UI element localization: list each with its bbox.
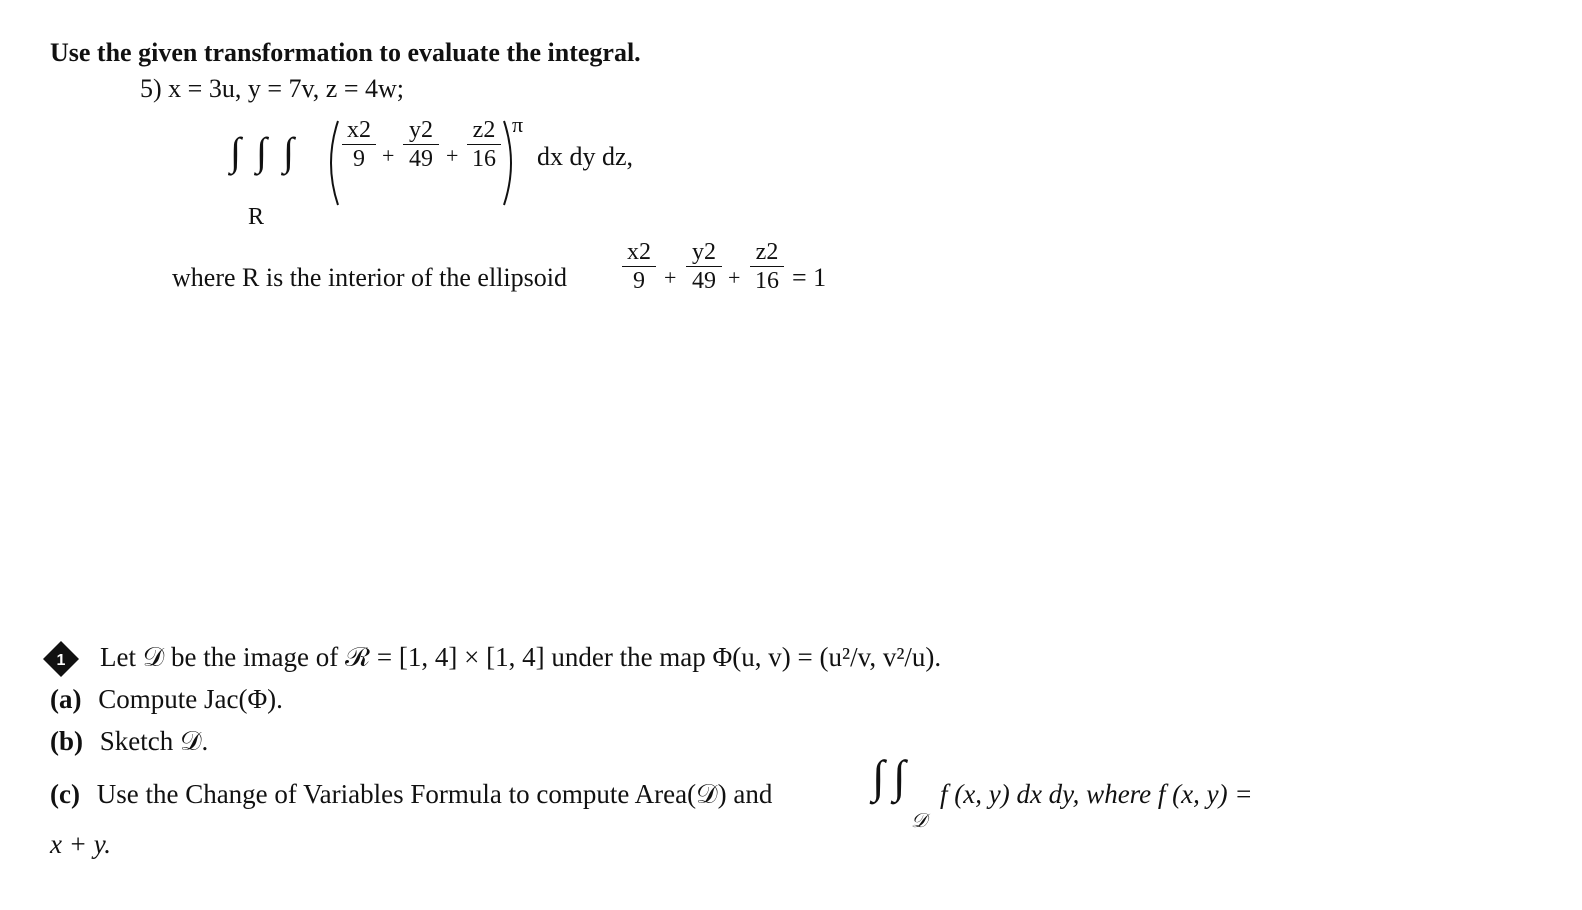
frac-denominator: 49 [409, 146, 433, 172]
ellipsoid-fraction-x [622, 240, 656, 293]
part-c [50, 779, 772, 811]
plus-sign: + [728, 265, 741, 290]
integrand-fraction-x [342, 118, 376, 171]
problem-badge-icon [42, 640, 80, 678]
frac-numerator: x2 [347, 117, 371, 143]
integral-sign-3: ∫ [283, 129, 294, 174]
map-problem-intro: Let 𝒟 be the image of ℛ = [1, 4] × [1, 4] under the map Φ(u, v) = (u²/v, v²/u). [100, 642, 942, 672]
plus-sign: + [382, 143, 395, 168]
integrand-fraction-z [467, 118, 501, 171]
part-c-continuation: x + y. [50, 829, 111, 859]
ellipsoid-fraction-z [750, 240, 784, 293]
badge-label: 1 [56, 652, 66, 669]
part-b-label: (b) [50, 726, 83, 756]
frac-denominator: 9 [633, 268, 645, 294]
differential: dx dy dz, [537, 142, 634, 171]
integrand-fraction-y [403, 118, 439, 171]
integral-sign-2: ∫ [256, 129, 267, 174]
problem-heading: Use the given transformation to evaluate the integral. [50, 38, 641, 67]
frac-denominator: 16 [472, 146, 496, 172]
frac-numerator: y2 [692, 239, 716, 265]
part-b-text: Sketch 𝒟. [99, 726, 209, 756]
frac-numerator: y2 [409, 117, 433, 143]
integrand-exponent: π [512, 112, 524, 137]
part-b [50, 726, 208, 758]
part-c-text: Use the Change of Variables Formula to compute Area(𝒟) and [96, 779, 773, 809]
frac-numerator: x2 [627, 239, 651, 265]
frac-numerator: z2 [472, 117, 496, 143]
frac-denominator: 16 [755, 268, 779, 294]
integral-sign-1: ∫ [872, 751, 885, 802]
integral-sign-1: ∫ [230, 129, 241, 174]
part-a-label: (a) [50, 684, 82, 714]
part-c-tail: f (x, y) dx dy, where f (x, y) = [940, 779, 1253, 809]
plus-sign: + [664, 265, 677, 290]
integral-domain: 𝒟 [911, 810, 927, 832]
frac-numerator: z2 [755, 239, 779, 265]
region-label: R [248, 204, 265, 230]
left-paren [322, 118, 342, 208]
part-c-label: (c) [50, 779, 80, 809]
part-a-text: Compute Jac(Φ). [98, 684, 283, 714]
plus-sign: + [446, 143, 459, 168]
ellipsoid-fraction-y [686, 240, 722, 293]
where-clause: where R is the interior of the ellipsoid [172, 263, 567, 292]
part-a [50, 684, 283, 715]
frac-denominator: 9 [353, 146, 365, 172]
integral-sign-2: ∫ [893, 751, 906, 802]
frac-denominator: 49 [692, 268, 716, 294]
equals-one: = 1 [792, 263, 827, 292]
transformation-statement: 5) x = 3u, y = 7v, z = 4w; [140, 74, 404, 103]
